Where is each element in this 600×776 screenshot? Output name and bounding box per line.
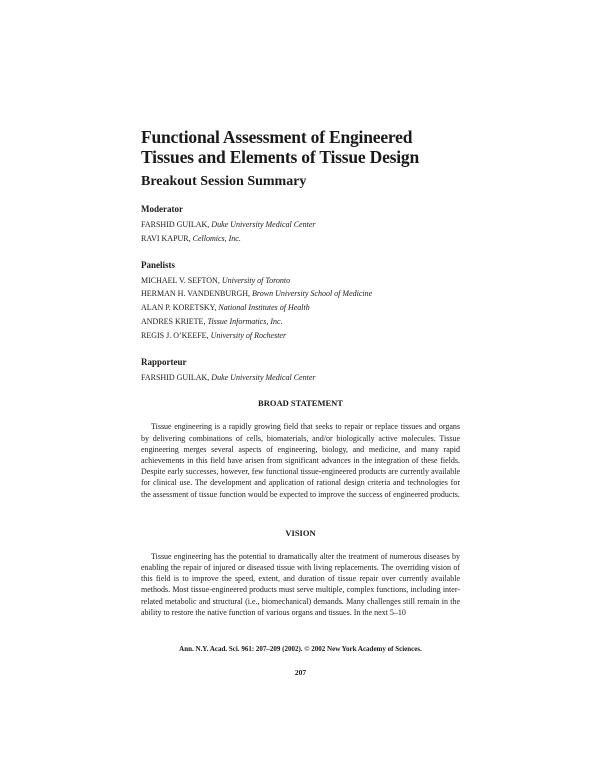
article-subtitle: Breakout Session Summary <box>141 174 307 189</box>
person-affiliation: University of Rochester <box>210 330 287 340</box>
rapporteur-heading: Rapporteur <box>141 356 187 367</box>
person-name: REGIS J. O’KEEFE, <box>141 330 209 340</box>
person-entry <box>141 232 460 246</box>
broad-statement-heading: BROAD STATEMENT <box>258 398 343 409</box>
person-name: MICHAEL V. SEFTON, <box>141 275 220 285</box>
person-name: FARSHID GUILAK, <box>141 372 210 382</box>
rapporteur-list <box>141 371 460 385</box>
moderator-list <box>141 218 460 246</box>
broad-statement-paragraph: Tissue engineering is a rapidly growing field that seeks to repair or replace tissues and organs by delivering combinations of cells, biomaterials, and/or biologically active molecules. Tissue engineering merges several aspects of engineering, biology, and medicine, and many rapid achievements in this field have arisen from significant advances in the integration of these fields. Despite early successes, however, few functional tissue-engineered products are currently available for clinical use. The development and application of rational design criteria and technologies for the assessment of tissue function would be expected to improve the success of engineered products. <box>141 422 460 499</box>
person-affiliation: National Institutes of Health <box>218 303 310 313</box>
article-body <box>141 127 460 618</box>
person-entry <box>141 329 460 343</box>
person-name: RAVI KAPUR, <box>141 233 191 243</box>
panelists-heading: Panelists <box>141 259 176 270</box>
person-name: FARSHID GUILAK, <box>141 220 210 229</box>
person-affiliation: Duke University Medical Center <box>211 372 316 382</box>
person-entry <box>141 371 460 385</box>
vision-heading: VISION <box>285 527 316 538</box>
person-affiliation: Duke University Medical Center <box>211 220 316 229</box>
person-name: HERMAN H. VANDENBURGH, <box>141 289 251 299</box>
page-number: 207 <box>294 668 307 677</box>
moderator-heading: Moderator <box>141 204 183 214</box>
person-entry <box>141 218 460 232</box>
person-entry <box>141 315 460 329</box>
citation-footer: Ann. N.Y. Acad. Sci. 961: 207–209 (2002). © 2002 New York Academy of Sciences. <box>179 645 422 653</box>
person-entry <box>141 301 460 315</box>
panelists-list <box>141 274 460 343</box>
article-title: Functional Assessment of Engineered Tissues and Elements of Tissue Design <box>141 127 420 167</box>
vision-paragraph: Tissue engineering has the potential to dramatically alter the treatment of numerous diseases by enabling the repair of injured or diseased tissue with living replacements. The overriding vision of this field is to improve the speed, extent, and duration of tissue repair over currently available methods. Most tissue-engineered products must serve multiple, complex functions, including inter-related metabolic and structural (i.e., biomechanical) demands. Many challenges still remain in the ability to restore the native function of various organs and tissues. In the next 5–10 <box>141 551 460 617</box>
person-name: ANDRES KRIETE, <box>141 316 206 326</box>
person-affiliation: Cellomics, Inc. <box>192 233 241 243</box>
person-affiliation: Brown University School of Medicine <box>252 289 373 299</box>
person-entry <box>141 287 460 301</box>
person-name: ALAN P. KORETSKY, <box>141 303 217 313</box>
person-affiliation: Tissue Informatics, Inc. <box>207 316 283 326</box>
person-affiliation: University of Toronto <box>221 275 291 285</box>
person-entry <box>141 274 460 288</box>
